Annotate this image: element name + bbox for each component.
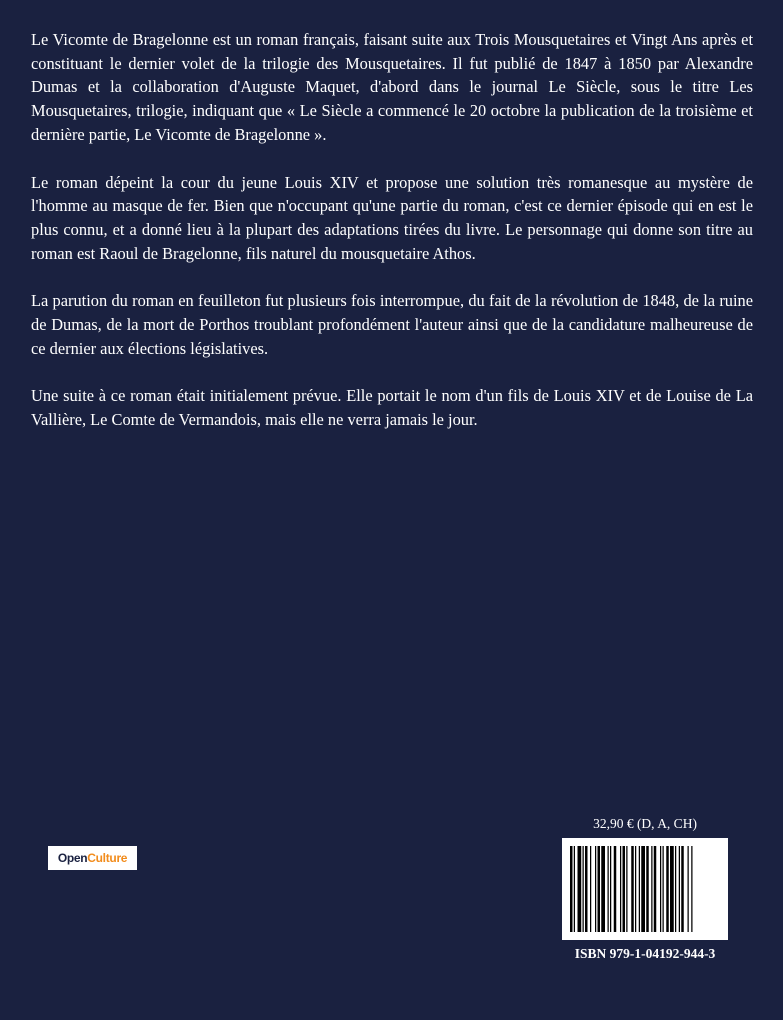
blurb-paragraph-4: Une suite à ce roman était initialement prévue. Elle portait le nom d'un fils de Louis XIV et de Louise de La Vallière, Le Comte de Vermandois, mais elle ne verra jamais le jour.: [31, 386, 753, 430]
blurb-paragraph-3: La parution du roman en feuilleton fut plusieurs fois interrompue, du fait de la révolution de 1848, de la ruine de Dumas, de la mort de Porthos troublant profondément l'auteur ainsi que de la candidature malheureuse de ce dernier aux élections législatives.: [31, 291, 753, 358]
barcode-bar: [691, 846, 692, 932]
barcode-icon: [570, 846, 720, 932]
barcode-bar: [635, 846, 636, 932]
blurb-paragraph-1: Le Vicomte de Bragelonne est un roman français, faisant suite aux Trois Mousquetaires et Vingt Ans après et constituant le dernier volet de la trilogie des Mousquetaires. Il fut publié de 1847 à 1850 par Alexandre Dumas et la collaboration d'Auguste Maquet, d'abord dans le journal Le Siècle, sous le titre Les Mousquetaires, trilogie, indiquant que « Le Siècle a commencé le 20 octobre la publication de la troisième et dernière partie, Le Vicomte de Bragelonne ».: [31, 30, 753, 144]
barcode-bar: [654, 846, 657, 932]
isbn-label: ISBN 979-1-04192-944-3: [574, 946, 716, 961]
barcode-bar: [646, 846, 649, 932]
barcode-bar: [663, 846, 664, 932]
barcode-bar: [651, 846, 652, 932]
barcode-bar: [614, 846, 617, 932]
price-label: 32,90 € (D, A, CH): [593, 816, 697, 831]
barcode-bar: [595, 846, 596, 932]
barcode-bar: [681, 846, 684, 932]
barcode-bar: [688, 846, 689, 932]
barcode-bar: [601, 846, 605, 932]
barcode-bar: [660, 846, 661, 932]
barcode-bar: [631, 846, 634, 932]
barcode-bar: [578, 846, 582, 932]
publisher-logo: [48, 846, 137, 870]
barcode-bar: [598, 846, 601, 932]
logo-text-open: Open: [57, 851, 88, 865]
barcode-bar: [626, 846, 627, 932]
barcode-bar: [675, 846, 676, 932]
barcode-bar: [623, 846, 626, 932]
blurb-paragraph-2: Le roman dépeint la cour du jeune Louis XIV et propose une solution très romanesque au mystère de l'homme au masque de fer. Bien que n'occupant qu'une partie du roman, c'est ce dernier épisode qui en est le plus connu, et a donné lieu à la plupart des adaptations tirées du livre. Le personnage qui donne son titre au roman est Raoul de Bragelonne, fils naturel du mousquetaire Athos.: [31, 172, 753, 263]
barcode-bar: [583, 846, 584, 932]
barcode-bar: [574, 846, 575, 932]
back-cover-blurb: [31, 28, 753, 456]
barcode-bar: [610, 846, 611, 932]
barcode-bar: [679, 846, 680, 932]
barcode-bar: [608, 846, 609, 932]
barcode-bar: [590, 846, 591, 932]
barcode-bar: [570, 846, 573, 932]
barcode-bar: [585, 846, 588, 932]
logo-text-culture: Culture: [87, 851, 128, 865]
barcode-bar: [666, 846, 669, 932]
barcode-bar: [641, 846, 645, 932]
barcode-bar: [620, 846, 621, 932]
barcode-bar: [670, 846, 674, 932]
barcode: [562, 838, 728, 940]
barcode-bar: [639, 846, 640, 932]
